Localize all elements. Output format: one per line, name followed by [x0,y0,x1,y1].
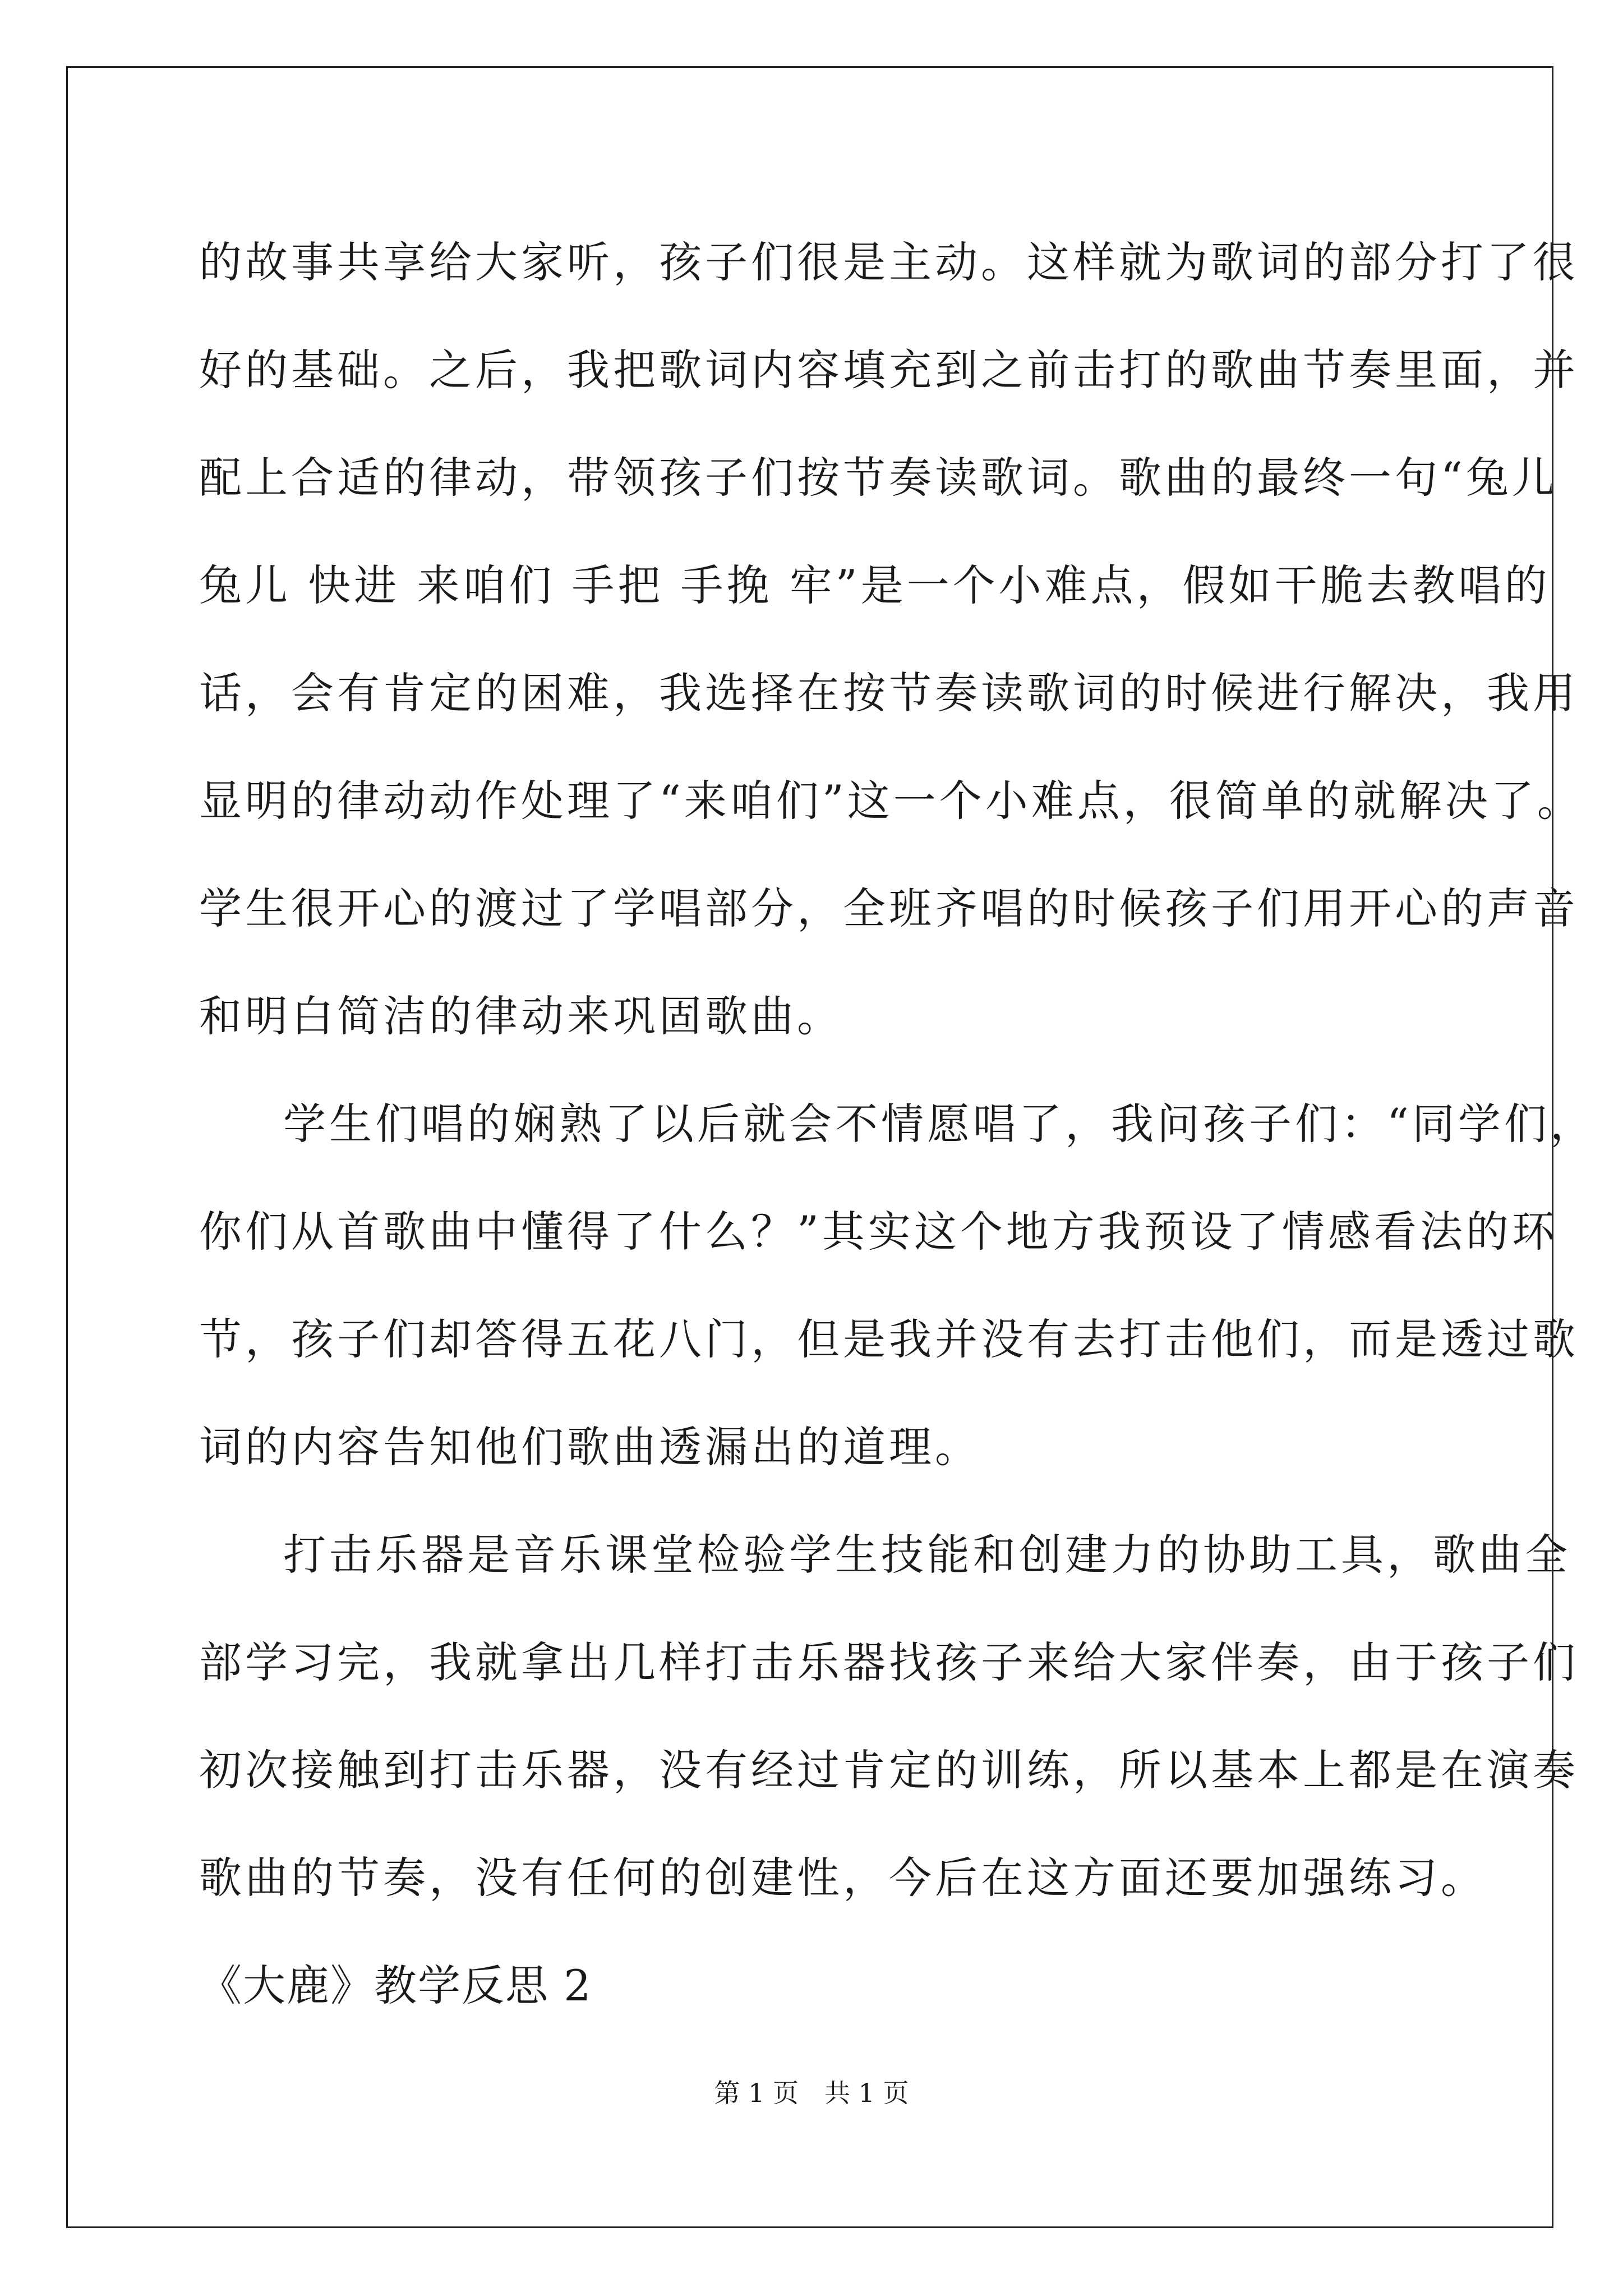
text-line: 词的内容告知他们歌曲透漏出的道理。 [199,1422,981,1472]
text-line: 好的基础。之后，我把歌词内容填充到之前击打的歌曲节奏里面，并 [199,345,1579,395]
text-line: 配上合适的律动，带领孩子们按节奏读歌词。歌曲的最终一句“兔儿 [199,453,1558,503]
paragraph-1 [199,209,1583,1070]
section-heading: 《大鹿》教学反思 2 [199,1961,592,2010]
text-line: 学生很开心的渡过了学唱部分，全班齐唱的时候孩子们用开心的声音 [199,884,1579,933]
document-body [199,209,1596,2040]
text-line: 初次接触到打击乐器，没有经过肯定的训练，所以基本上都是在演奏 [199,1745,1579,1795]
text-line: 部学习完，我就拿出几样打击乐器找孩子来给大家伴奏，由于孩子们 [199,1637,1579,1687]
text-line: 和明白简洁的律动来巩固歌曲。 [199,991,843,1041]
text-line: 学生们唱的娴熟了以后就会不情愿唱了，我问孩子们：“同学们， [283,1099,1596,1149]
paragraph-2 [199,1070,1596,1501]
text-line: 你们从首歌曲中懂得了什么？”其实这个地方我预设了情感看法的环 [199,1207,1558,1257]
text-line: 打击乐器是音乐课堂检验学生技能和创建力的协助工具，歌曲全 [283,1530,1571,1580]
text-line: 话，会有肯定的困难，我选择在按节奏读歌词的时候进行解决，我用 [199,668,1579,718]
page-number-footer: 第 1 页 共 1 页 [714,2078,909,2108]
text-line: 的故事共享给大家听，孩子们很是主动。这样就为歌词的部分打了很 [199,237,1579,287]
text-line: 显明的律动动作处理了“来咱们”这一个小难点，很简单的就解决了。 [199,776,1583,826]
paragraph-3 [199,1501,1579,1932]
text-line: 兔儿 快进 来咱们 手把 手挽 牢”是一个小难点，假如干脆去教唱的 [199,560,1551,610]
text-line: 歌曲的节奏，没有任何的创建性，今后在这方面还要加强练习。 [199,1853,1487,1903]
text-line: 节，孩子们却答得五花八门，但是我并没有去打击他们，而是透过歌 [199,1314,1579,1364]
